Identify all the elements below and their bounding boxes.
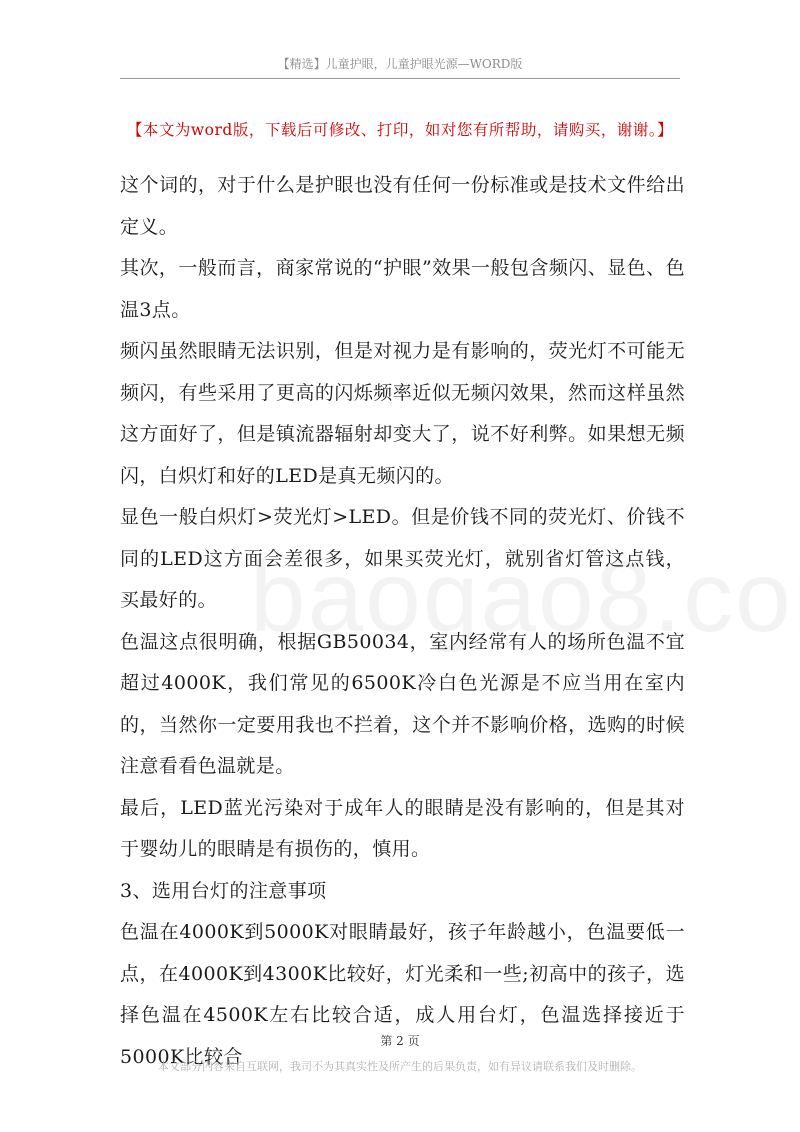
paragraph-color-temperature: 色温这点很明确，根据GB50034，室内经常有人的场所色温不宜超过4000K，我们常见的6500K冷白色光源是不应当用在室内的，当然你一定要用我也不拦着，这个并不影响价格，选购的时候注意看看色温就是。 xyxy=(120,630,685,777)
header-title: 【精选】儿童护眼，儿童护眼光源—WORD版 xyxy=(277,57,523,71)
paragraph-definition: 这个词的，对于什么是护眼也没有任何一份标准或是技术文件给出定义。 xyxy=(120,174,685,238)
paragraph-flicker: 频闪虽然眼睛无法识别，但是对视力是有影响的，荧光灯不可能无频闪，有些采用了更高的闪烁频率近似无频闪效果，然而这样虽然这方面好了，但是镇流器辐射却变大了，说不好利弊。如果想无频闪，白炽灯和好的LED是真无频闪的。 xyxy=(120,340,685,487)
page-header xyxy=(120,56,680,79)
page-number: 第 2 页 xyxy=(380,1034,420,1048)
paragraph-color-rendering: 显色一般白炽灯>荧光灯>LED。但是价钱不同的荧光灯、价钱不同的LED这方面会差很多，如果买荧光灯，就别省灯管这点钱，买最好的。 xyxy=(120,506,685,611)
paragraph-blue-light: 最后，LED蓝光污染对于成年人的眼睛是没有影响的，但是其对于婴幼儿的眼睛是有损伤的，慎用。 xyxy=(120,796,685,860)
document-body xyxy=(120,165,685,1078)
paragraph-three-points: 其次，一般而言，商家常说的“护眼”效果一般包含频闪、显色、色温3点。 xyxy=(120,257,685,321)
purchase-notice: 【本文为word版，下载后可修改、打印，如对您有所帮助，请购买，谢谢。】 xyxy=(126,121,674,139)
paragraph-desk-lamp-color-temp: 色温在4000K到5000K对眼睛最好，孩子年龄越小，色温要低一点，在4000K到4300K比较好，灯光柔和一些;初高中的孩子，选择色温在4500K左右比较合适，成人用台灯，色温选择接近于5000K比较合 xyxy=(120,921,685,1068)
page-footer: 本文部分内容来自互联网，我司不为其真实性及所产生的后果负责，如有异议请联系我们及时删除。 xyxy=(158,1060,642,1073)
section-heading-desk-lamp: 3、选用台灯的注意事项 xyxy=(120,879,327,902)
